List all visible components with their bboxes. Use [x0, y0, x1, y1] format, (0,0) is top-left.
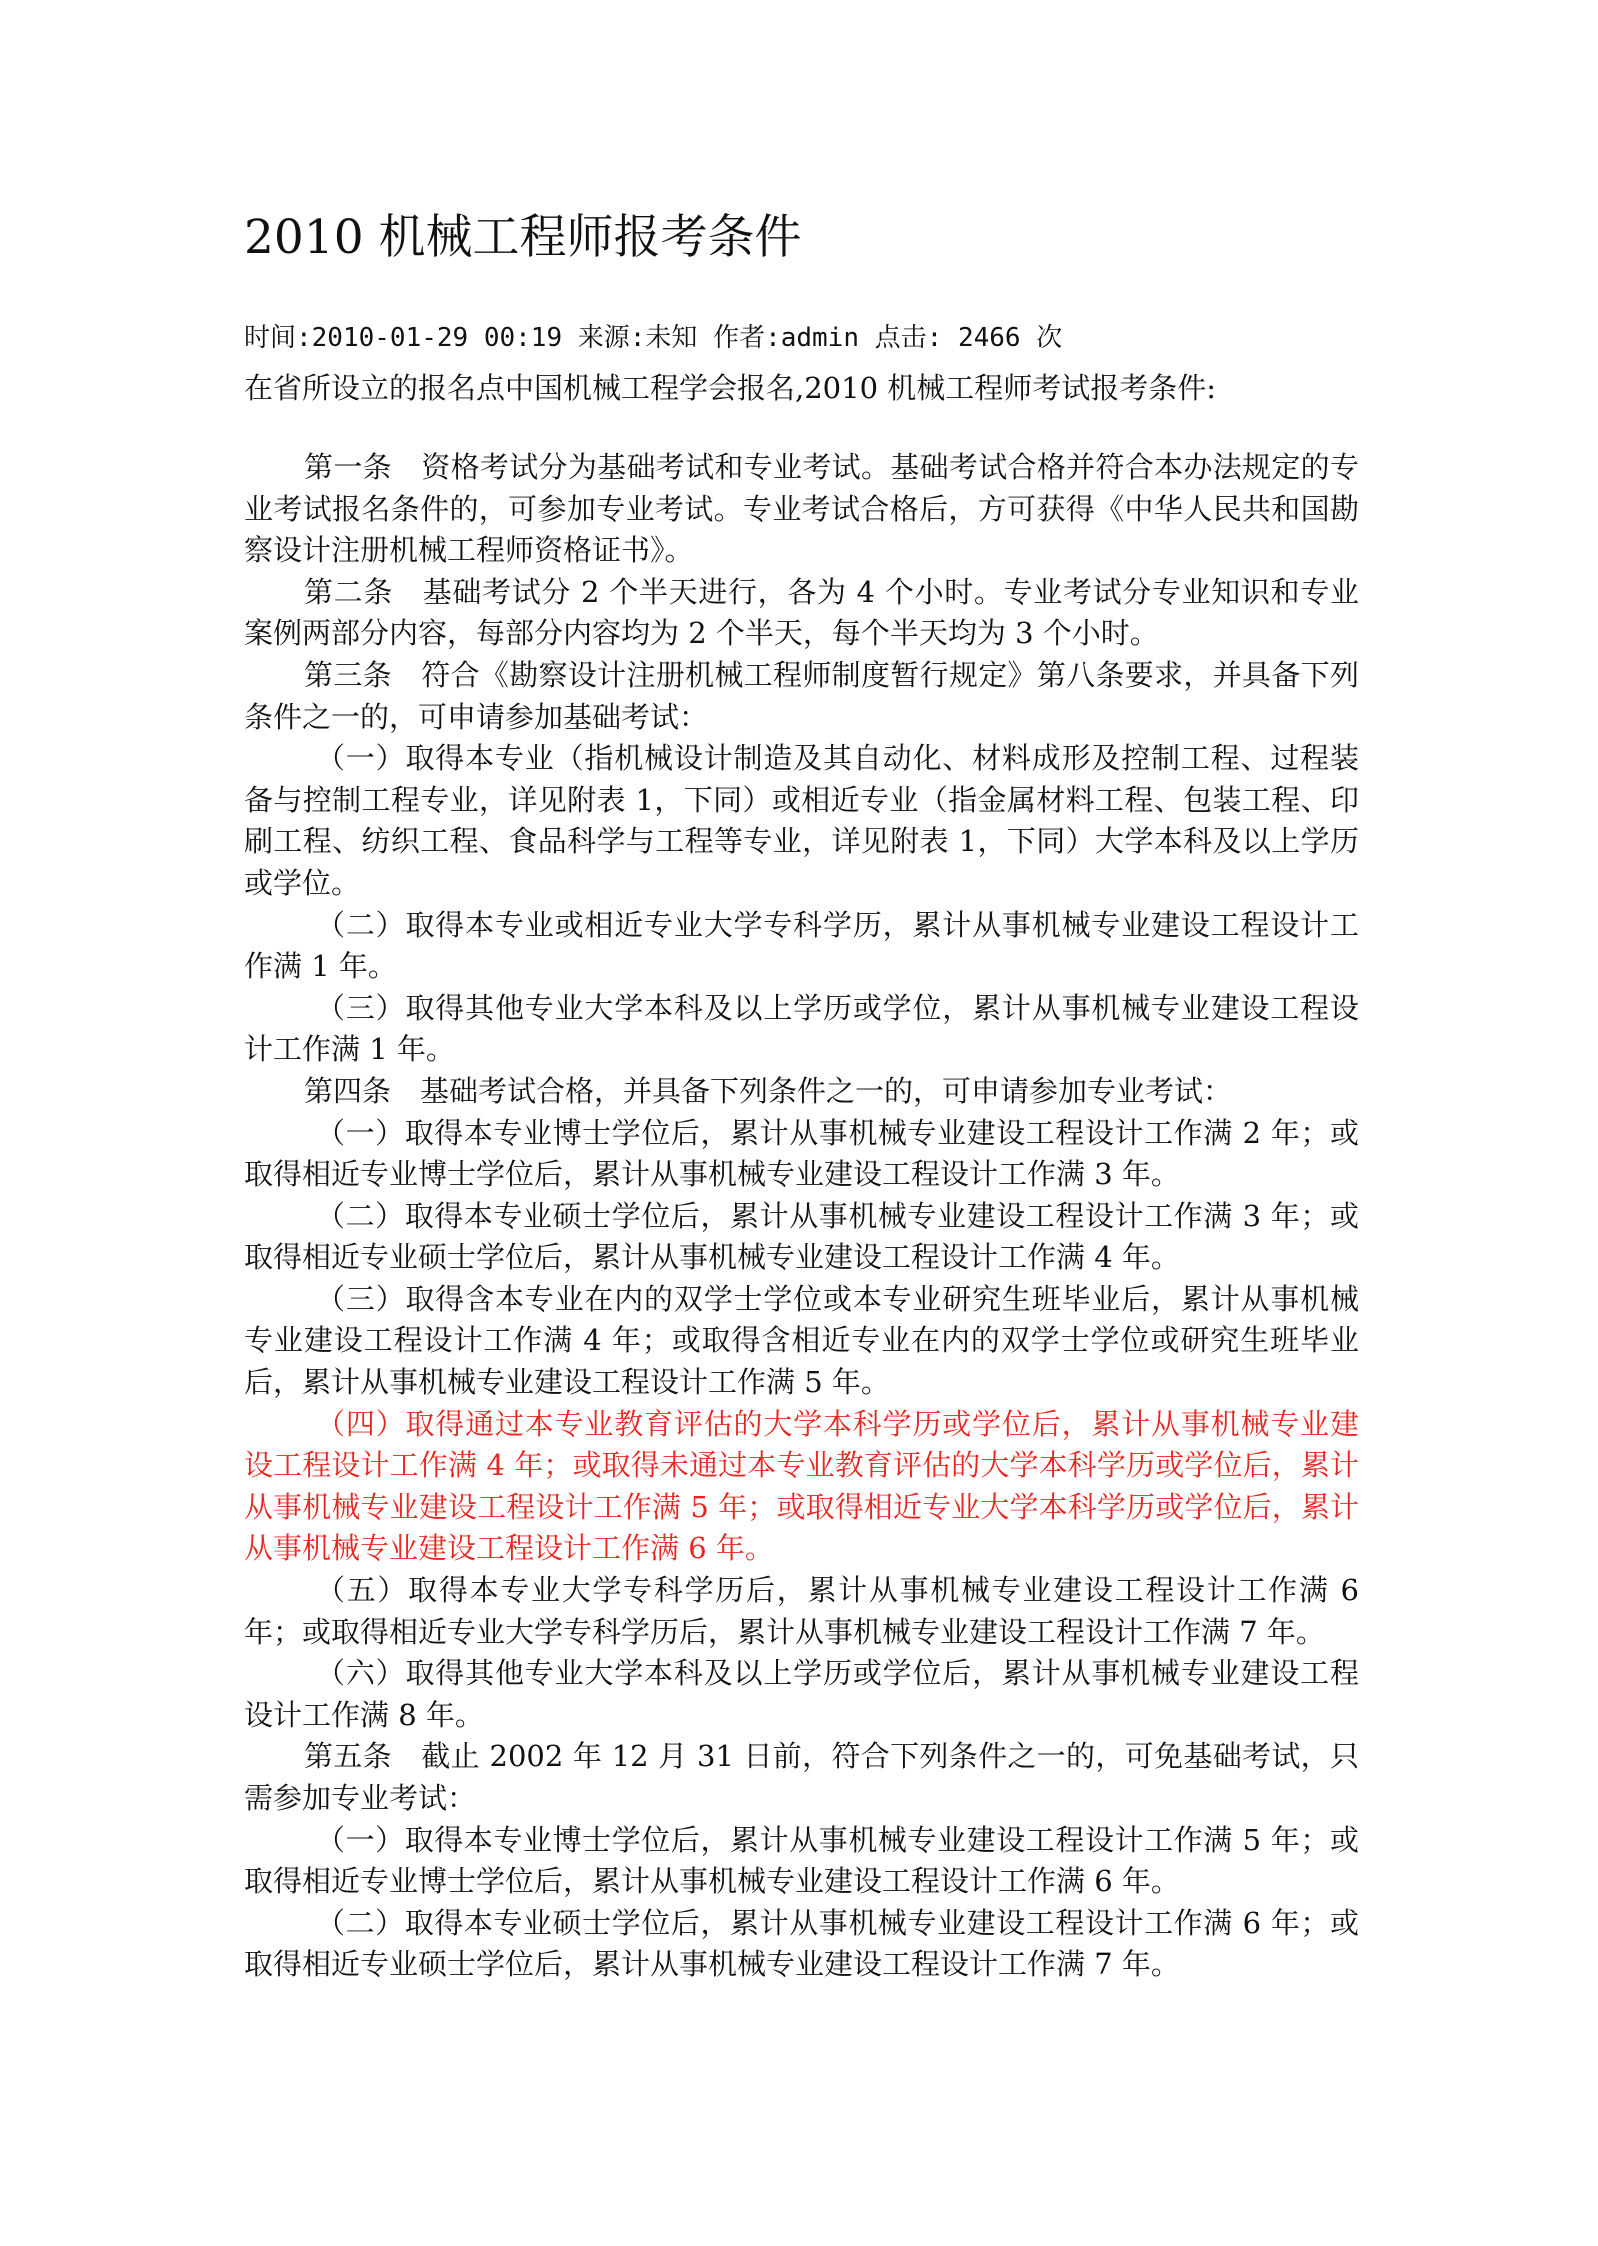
article-4: 第四条 基础考试合格，并具备下列条件之一的，可申请参加专业考试： [304, 1073, 1233, 1108]
article-3-item-2: （二）取得本专业或相近专业大学专科学历，累计从事机械专业建设工程设计工作满 1 年。 [244, 907, 1359, 984]
article-1: 第一条 资格考试分为基础考试和专业考试。基础考试合格并符合本办法规定的专业考试报名条件的，可参加专业考试。专业考试合格后，方可获得《中华人民共和国勘察设计注册机械工程师资格证书》。 [244, 450, 1359, 568]
document-title: 2010 机械工程师报考条件 [244, 210, 802, 265]
article-5-item-1: （一）取得本专业博士学位后，累计从事机械专业建设工程设计工作满 5 年；或取得相近专业博士学位后，累计从事机械专业建设工程设计工作满 6 年。 [244, 1822, 1359, 1899]
article-4-item-1: （一）取得本专业博士学位后，累计从事机械专业建设工程设计工作满 2 年；或取得相近专业博士学位后，累计从事机械专业建设工程设计工作满 3 年。 [244, 1115, 1359, 1192]
article-3: 第三条 符合《勘察设计注册机械工程师制度暂行规定》第八条要求，并具备下列条件之一的，可申请参加基础考试： [244, 657, 1359, 734]
document-body [244, 447, 1359, 1986]
article-meta: 时间:2010-01-29 00:19 来源:未知 作者:admin 点击: 2466 次 [244, 323, 1063, 353]
article-5-item-2: （二）取得本专业硕士学位后，累计从事机械专业建设工程设计工作满 6 年；或取得相近专业硕士学位后，累计从事机械专业建设工程设计工作满 7 年。 [244, 1905, 1359, 1982]
article-4-item-6: （六）取得其他专业大学本科及以上学历或学位后，累计从事机械专业建设工程设计工作满 8 年。 [244, 1656, 1359, 1732]
article-4-item-3: （三）取得含本专业在内的双学士学位或本专业研究生班毕业后，累计从事机械专业建设工程设计工作满 4 年；或取得含相近专业在内的双学士学位或研究生班毕业后，累计从事机械专业建设工程设计工作满 5 年。 [244, 1281, 1359, 1400]
article-4-item-5: （五）取得本专业大学专科学历后，累计从事机械专业建设工程设计工作满 6 年；或取得相近专业大学专科学历后，累计从事机械专业建设工程设计工作满 7 年。 [244, 1573, 1359, 1649]
article-4-item-4-highlighted: （四）取得通过本专业教育评估的大学本科学历或学位后，累计从事机械专业建设工程设计工作满 4 年；或取得未通过本专业教育评估的大学本科学历或学位后，累计从事机械专业建设工程设计工作满 5 年；或取得相近专业大学本科学历或学位后，累计从事机械专业建设工程设计工作满 6 年。 [244, 1406, 1359, 1566]
article-3-item-1: （一）取得本专业（指机械设计制造及其自动化、材料成形及控制工程、过程装备与控制工程专业，详见附表 1，下同）或相近专业（指金属材料工程、包装工程、印刷工程、纺织工程、食品科学与工程等专业，详见附表 1，下同）大学本科及以上学历或学位。 [244, 741, 1359, 900]
intro-line: 在省所设立的报名点中国机械工程学会报名,2010 机械工程师考试报考条件: [244, 371, 1217, 405]
article-3-item-3: （三）取得其他专业大学本科及以上学历或学位，累计从事机械专业建设工程设计工作满 1 年。 [244, 990, 1359, 1067]
article-2: 第二条 基础考试分 2 个半天进行，各为 4 个小时。专业考试分专业知识和专业案例两部分内容，每部分内容均为 2 个半天，每个半天均为 3 个小时。 [244, 574, 1359, 651]
article-5: 第五条 截止 2002 年 12 月 31 日前，符合下列条件之一的，可免基础考试，只需参加专业考试： [244, 1739, 1359, 1815]
article-4-item-2: （二）取得本专业硕士学位后，累计从事机械专业建设工程设计工作满 3 年；或取得相近专业硕士学位后，累计从事机械专业建设工程设计工作满 4 年。 [244, 1198, 1359, 1275]
